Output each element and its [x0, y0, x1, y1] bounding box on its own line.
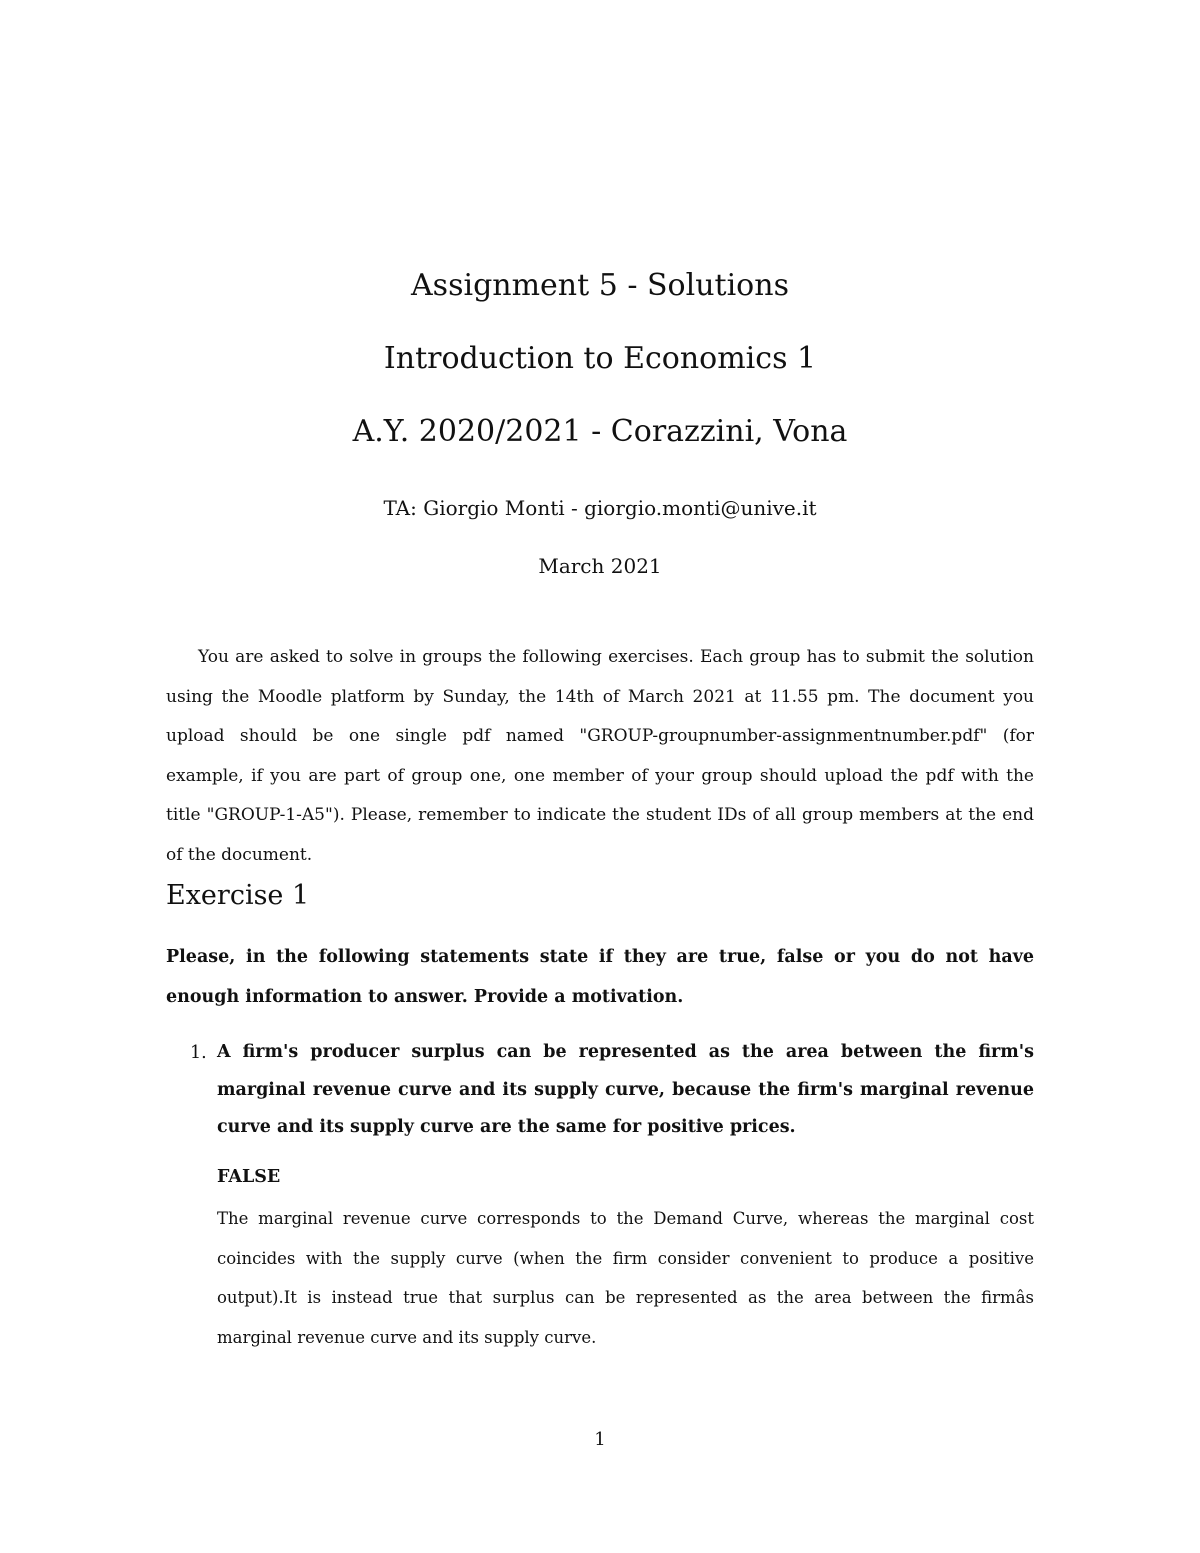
course-name: Introduction to Economics 1: [383, 341, 817, 376]
document-date: March 2021: [538, 554, 662, 578]
academic-year-line: A.Y. 2020/2021 - Corazzini, Vona: [352, 414, 848, 449]
exercise-instructions: Please, in the following statements state if they are true, false or you do not have enough information to answer. Provide a motivation.: [166, 947, 1034, 1007]
page-number: 1: [594, 1429, 606, 1450]
intro-paragraph: You are asked to solve in groups the following exercises. Each group has to submit the solution using the Moodle platform by Sunday, the 14th of March 2021 at 11.55 pm. The document you upload should be one single pdf named "GROUP-groupnumber-assignmentnumber.pdf" (for example, if you are part of group one, one member of your group should upload the pdf with the title "GROUP-1-A5"). Please, remember to indicate the student IDs of all group members at the end of the document.: [166, 647, 1034, 865]
item-answer: FALSE: [217, 1167, 281, 1187]
item-statement: A firm's producer surplus can be represented as the area between the firm's marginal revenue curve and its supply curve, because the firm's marginal revenue curve and its supply curve are the same for positive prices.: [217, 1042, 1034, 1137]
item-number: 1.: [190, 1043, 207, 1063]
section-heading: Exercise 1: [166, 880, 310, 911]
ta-contact: TA: Giorgio Monti - giorgio.monti@unive.it: [383, 496, 817, 520]
item-explanation: The marginal revenue curve corresponds to the Demand Curve, whereas the marginal cost coincides with the supply curve (when the firm consider convenient to produce a positive output).It is instead true that surplus can be represented as the area between the firmâs marginal revenue curve and its supply curve.: [217, 1209, 1034, 1347]
document-title: Assignment 5 - Solutions: [411, 268, 789, 303]
